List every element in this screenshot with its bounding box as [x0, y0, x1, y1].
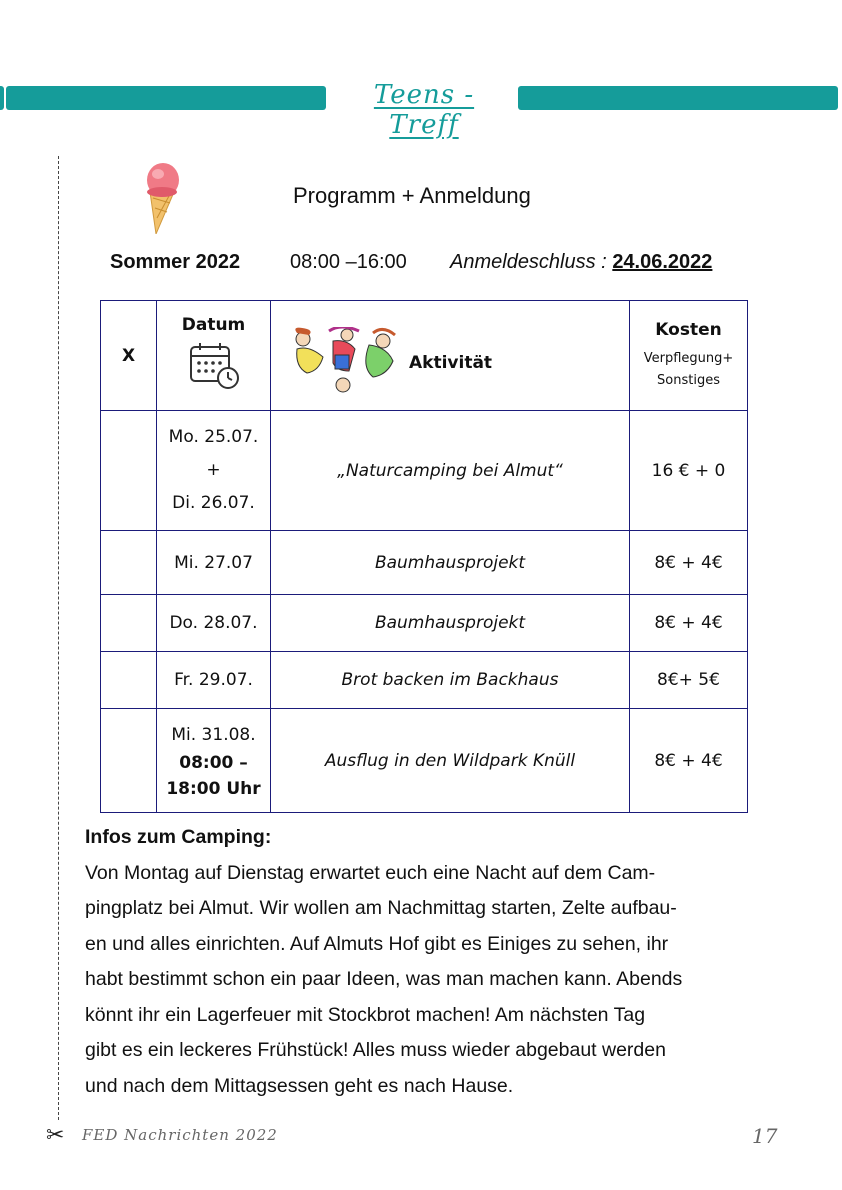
activity-cell: Ausflug in den Wildpark Knüll	[271, 709, 630, 813]
ice-cream-icon	[140, 158, 182, 234]
footer-publication: FED Nachrichten 2022	[82, 1126, 278, 1144]
info-line: pingplatz bei Almut. Wir wollen am Nachmittag starten, Zelte aufbau-	[85, 897, 677, 919]
header-date	[157, 301, 271, 411]
deadline	[450, 251, 712, 274]
table-header-row	[101, 301, 748, 411]
table-row	[101, 652, 748, 709]
info-line: Von Montag auf Dienstag erwartet euch eine Nacht auf dem Cam-	[85, 861, 656, 884]
table-row	[101, 595, 748, 652]
checkbox-cell[interactable]	[101, 531, 157, 595]
table-row	[101, 411, 748, 531]
checkbox-cell[interactable]	[101, 411, 157, 531]
header-cost-sub-2: Sonstiges	[657, 372, 720, 388]
header-cost	[630, 301, 748, 411]
cut-line	[58, 156, 59, 1120]
cost-cell: 8€+ 5€	[630, 652, 748, 709]
summary-line	[110, 251, 713, 274]
table-row	[101, 709, 748, 813]
date-cell: Do. 28.07.	[157, 595, 271, 652]
header-band-tip	[0, 86, 4, 110]
cost-cell: 8€ + 4€	[630, 531, 748, 595]
activity-cell: Baumhausprojekt	[271, 595, 630, 652]
date-line: Di. 26.07.	[172, 493, 255, 513]
info-line: habt bestimmt schon ein paar Ideen, was man machen kann. Abends	[85, 968, 683, 990]
header-cost-sub-1: Verpflegung+	[643, 350, 734, 366]
page-subtitle: Programm + Anmeldung	[293, 183, 531, 208]
checkbox-cell[interactable]	[101, 595, 157, 652]
time-line: 08:00 –	[179, 752, 248, 773]
camping-info-title: Infos zum Camping:	[85, 826, 272, 848]
program-table	[100, 300, 748, 813]
header-activity	[271, 301, 630, 411]
header-band-right	[518, 86, 838, 110]
header-title: Teens - Treff	[373, 80, 475, 140]
header-date-label: Datum	[181, 315, 246, 335]
info-line: und nach dem Mittagsessen geht es nach Hause.	[85, 1074, 514, 1097]
cost-cell: 8€ + 4€	[630, 709, 748, 813]
date-cell	[157, 709, 271, 813]
header-band-left	[6, 86, 326, 110]
cost-cell: 16 € + 0	[630, 411, 748, 531]
scissors-icon: ✂	[46, 1122, 65, 1147]
date-plus: +	[206, 460, 221, 480]
info-line: en und alles einrichten. Auf Almuts Hof gibt es Einiges zu sehen, ihr	[85, 932, 669, 955]
checkbox-cell[interactable]	[101, 652, 157, 709]
date-line: Mo. 25.07.	[168, 427, 259, 447]
time-range: 08:00 –16:00	[290, 251, 407, 273]
activity-cell: Baumhausprojekt	[271, 531, 630, 595]
table-row	[101, 531, 748, 595]
date-cell	[157, 411, 271, 531]
page-number: 17	[752, 1124, 778, 1148]
header-cost-label: Kosten	[655, 319, 722, 340]
date-cell: Fr. 29.07.	[157, 652, 271, 709]
kids-dancing-icon	[289, 327, 399, 397]
date-cell: Mi. 27.07	[157, 531, 271, 595]
checkbox-cell[interactable]	[101, 709, 157, 813]
activity-cell: „Naturcamping bei Almut“	[271, 411, 630, 531]
info-line: könnt ihr ein Lagerfeuer mit Stockbrot machen! Am nächsten Tag	[85, 1003, 646, 1026]
deadline-date: 24.06.2022	[612, 251, 713, 273]
header-x: X	[101, 301, 157, 411]
calendar-clock-icon	[186, 341, 242, 391]
season-label: Sommer 2022	[110, 251, 241, 273]
header-activity-label: Aktivität	[409, 353, 493, 373]
activity-cell: Brot backen im Backhaus	[271, 652, 630, 709]
camping-info	[85, 820, 775, 1104]
time-line: 18:00 Uhr	[166, 778, 261, 799]
info-line: gibt es ein leckeres Frühstück! Alles muss wieder abgebaut werden	[85, 1039, 666, 1061]
cost-cell: 8€ + 4€	[630, 595, 748, 652]
date-line: Mi. 31.08.	[171, 724, 256, 745]
deadline-label: Anmeldeschluss :	[450, 251, 607, 273]
